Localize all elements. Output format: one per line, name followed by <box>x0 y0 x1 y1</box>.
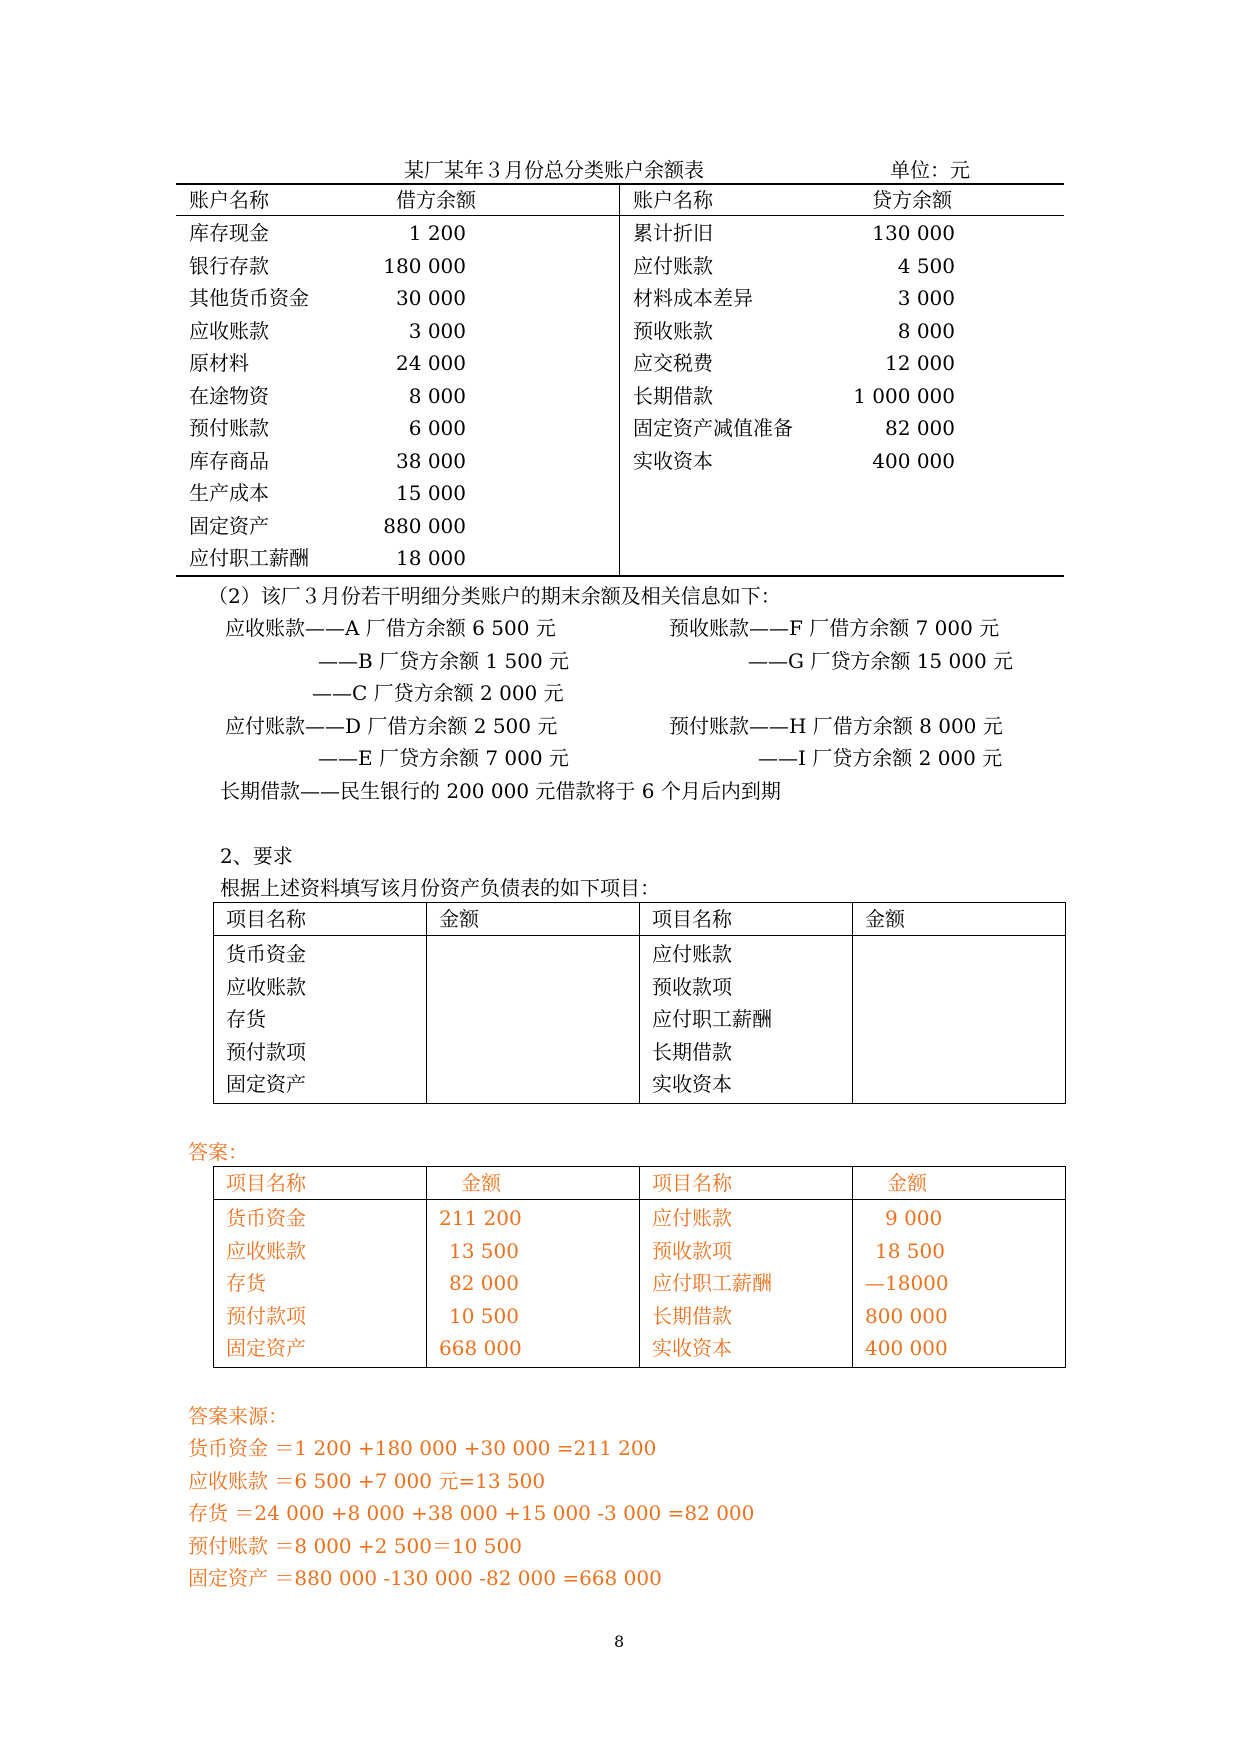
item-label: 应付账款 <box>652 1206 732 1230</box>
detail-line: 长期借款——民生银行的 200 000 元借款将于 6 个月后内到期 <box>220 779 781 803</box>
source-line: 应收账款 ＝6 500 +7 000 元=13 500 <box>188 1469 546 1493</box>
header-amount: 金额 <box>427 1167 640 1200</box>
ledger-header-debit-name: 账户名称 <box>189 188 269 212</box>
amount-value: 400 000 <box>865 1336 948 1361</box>
source-line: 存货 ＝24 000 +8 000 +38 000 +15 000 -3 000 =82 000 <box>188 1501 755 1525</box>
detail-line: ——E 厂贷方余额 7 000 元 <box>318 746 569 770</box>
source-line: 货币资金 ＝1 200 +180 000 +30 000 =211 200 <box>188 1436 657 1460</box>
amount-value: 13 500 <box>449 1238 519 1263</box>
ledger-unit: 单位：元 <box>890 158 970 182</box>
ledger-debit-amount: 24 000 <box>396 351 466 375</box>
ledger-credit-name: 预收账款 <box>633 318 713 343</box>
item-label: 实收资本 <box>652 1072 732 1097</box>
ledger-credit-name: 固定资产减值准备 <box>633 416 793 440</box>
ledger-debit-amount: 6 000 <box>408 416 466 440</box>
ledger-debit-name: 固定资产 <box>189 513 269 538</box>
item-label: 长期借款 <box>652 1303 732 1328</box>
amount-value: 800 000 <box>865 1303 948 1328</box>
ledger-credit-amount: 8 000 <box>897 318 955 343</box>
answer-asset-items <box>214 1200 427 1368</box>
liability-items-cell <box>640 936 853 1104</box>
item-label: 货币资金 <box>226 942 306 966</box>
ledger-debit-name: 银行存款 <box>189 253 269 278</box>
liability-amount-cell[interactable] <box>853 936 1066 1104</box>
detail-line: 预收账款——F 厂借方余额 7 000 元 <box>669 616 1000 640</box>
amount-value: 18 500 <box>875 1238 945 1263</box>
amount-value: 82 000 <box>449 1271 519 1296</box>
item-label: 应付职工薪酬 <box>652 1007 772 1032</box>
amount-value: 668 000 <box>439 1336 522 1361</box>
item-label: 存货 <box>226 1271 266 1296</box>
ledger-credit-name: 应付账款 <box>633 253 713 278</box>
ledger-debit-amount: 18 000 <box>396 546 466 570</box>
ledger-divider <box>619 183 620 576</box>
ledger-debit-amount: 8 000 <box>408 383 466 408</box>
amount-value: 10 500 <box>449 1303 519 1328</box>
ledger-header-credit-name: 账户名称 <box>633 188 713 212</box>
ledger-debit-amount: 880 000 <box>383 513 466 538</box>
page-number: 8 <box>614 1632 625 1651</box>
answer-table <box>213 1166 1066 1368</box>
ledger-debit-amount: 180 000 <box>383 253 466 278</box>
ledger-credit-name: 实收资本 <box>633 448 713 473</box>
header-item-name: 项目名称 <box>214 903 427 936</box>
item-label: 长期借款 <box>652 1039 732 1064</box>
item-label: 预收款项 <box>652 1238 732 1263</box>
source-label: 答案来源： <box>188 1404 288 1428</box>
item-label: 固定资产 <box>226 1072 306 1097</box>
item-label: 应付账款 <box>652 942 732 966</box>
header-item-name: 项目名称 <box>640 1167 853 1200</box>
header-item-name: 项目名称 <box>214 1167 427 1200</box>
item-label: 应收账款 <box>226 1238 306 1263</box>
ledger-credit-amount: 12 000 <box>885 351 955 375</box>
requirement-heading: 2、要求 <box>220 844 293 868</box>
item-label: 预付款项 <box>226 1303 306 1328</box>
source-line: 预付账款 ＝8 000 +2 500＝10 500 <box>188 1534 522 1558</box>
ledger-header-debit-amount: 借方余额 <box>396 188 476 212</box>
source-line: 固定资产 ＝880 000 -130 000 -82 000 =668 000 <box>188 1566 662 1590</box>
ledger-credit-amount: 130 000 <box>872 221 955 245</box>
ledger-debit-name: 库存现金 <box>189 221 269 245</box>
detail-line: 应收账款——A 厂借方余额 6 500 元 <box>225 616 556 640</box>
requirement-table <box>213 902 1066 1104</box>
ledger-debit-name: 库存商品 <box>189 448 269 473</box>
ledger-debit-amount: 38 000 <box>396 448 466 473</box>
ledger-header-credit-amount: 贷方余额 <box>872 188 952 212</box>
detail-line: ——B 厂贷方余额 1 500 元 <box>318 649 570 673</box>
item-label: 应付职工薪酬 <box>652 1271 772 1296</box>
answer-asset-amounts <box>427 1200 640 1368</box>
ledger-credit-name: 累计折旧 <box>633 221 713 245</box>
detail-line: ——I 厂贷方余额 2 000 元 <box>758 746 1003 770</box>
item-label: 预收款项 <box>652 974 732 999</box>
ledger-debit-name: 原材料 <box>189 351 249 375</box>
answer-liability-items <box>640 1200 853 1368</box>
item-label: 实收资本 <box>652 1336 732 1361</box>
ledger-credit-amount: 400 000 <box>872 448 955 473</box>
ledger-debit-name: 应付职工薪酬 <box>189 546 309 570</box>
asset-amount-cell[interactable] <box>427 936 640 1104</box>
ledger-credit-amount: 3 000 <box>897 286 955 310</box>
ledger-credit-amount: 1 000 000 <box>853 383 955 408</box>
detail-line: 预付账款——H 厂借方余额 8 000 元 <box>669 714 1003 738</box>
ledger-credit-name: 应交税费 <box>633 351 713 375</box>
requirement-text: 根据上述资料填写该月份资产负债表的如下项目： <box>220 876 660 900</box>
ledger-credit-amount: 82 000 <box>885 416 955 440</box>
answer-liability-amounts <box>853 1200 1066 1368</box>
ledger-credit-name: 长期借款 <box>633 383 713 408</box>
header-item-name: 项目名称 <box>640 903 853 936</box>
ledger-debit-amount: 1 200 <box>408 221 466 245</box>
ledger-debit-name: 预付账款 <box>189 416 269 440</box>
item-label: 固定资产 <box>226 1336 306 1361</box>
ledger-debit-name: 生产成本 <box>189 481 269 505</box>
amount-value: 211 200 <box>439 1206 522 1230</box>
header-amount: 金额 <box>853 1167 1066 1200</box>
amount-value: 9 000 <box>885 1206 943 1230</box>
header-amount: 金额 <box>427 903 640 936</box>
ledger-credit-name: 材料成本差异 <box>633 286 753 310</box>
amount-value: —18000 <box>865 1271 949 1296</box>
ledger-bottom-rule <box>176 575 1064 577</box>
header-amount: 金额 <box>853 903 1066 936</box>
ledger-debit-amount: 15 000 <box>396 481 466 505</box>
details-intro: （2）该厂３月份若干明细分类账户的期末余额及相关信息如下： <box>208 584 781 608</box>
ledger-debit-name: 在途物资 <box>189 383 269 408</box>
asset-items-cell <box>214 936 427 1104</box>
detail-line: ——G 厂贷方余额 15 000 元 <box>748 649 1014 673</box>
detail-line: ——C 厂贷方余额 2 000 元 <box>312 681 564 705</box>
ledger-debit-name: 应收账款 <box>189 318 269 343</box>
ledger-title: 某厂某年３月份总分类账户余额表 <box>404 158 704 182</box>
ledger-debit-name: 其他货币资金 <box>189 286 309 310</box>
ledger-credit-amount: 4 500 <box>897 253 955 278</box>
detail-line: 应付账款——D 厂借方余额 2 500 元 <box>225 714 558 738</box>
ledger-debit-amount: 30 000 <box>396 286 466 310</box>
item-label: 存货 <box>226 1007 266 1032</box>
item-label: 预付款项 <box>226 1039 306 1064</box>
ledger-debit-amount: 3 000 <box>408 318 466 343</box>
answer-label: 答案： <box>188 1140 248 1164</box>
item-label: 应收账款 <box>226 974 306 999</box>
item-label: 货币资金 <box>226 1206 306 1230</box>
